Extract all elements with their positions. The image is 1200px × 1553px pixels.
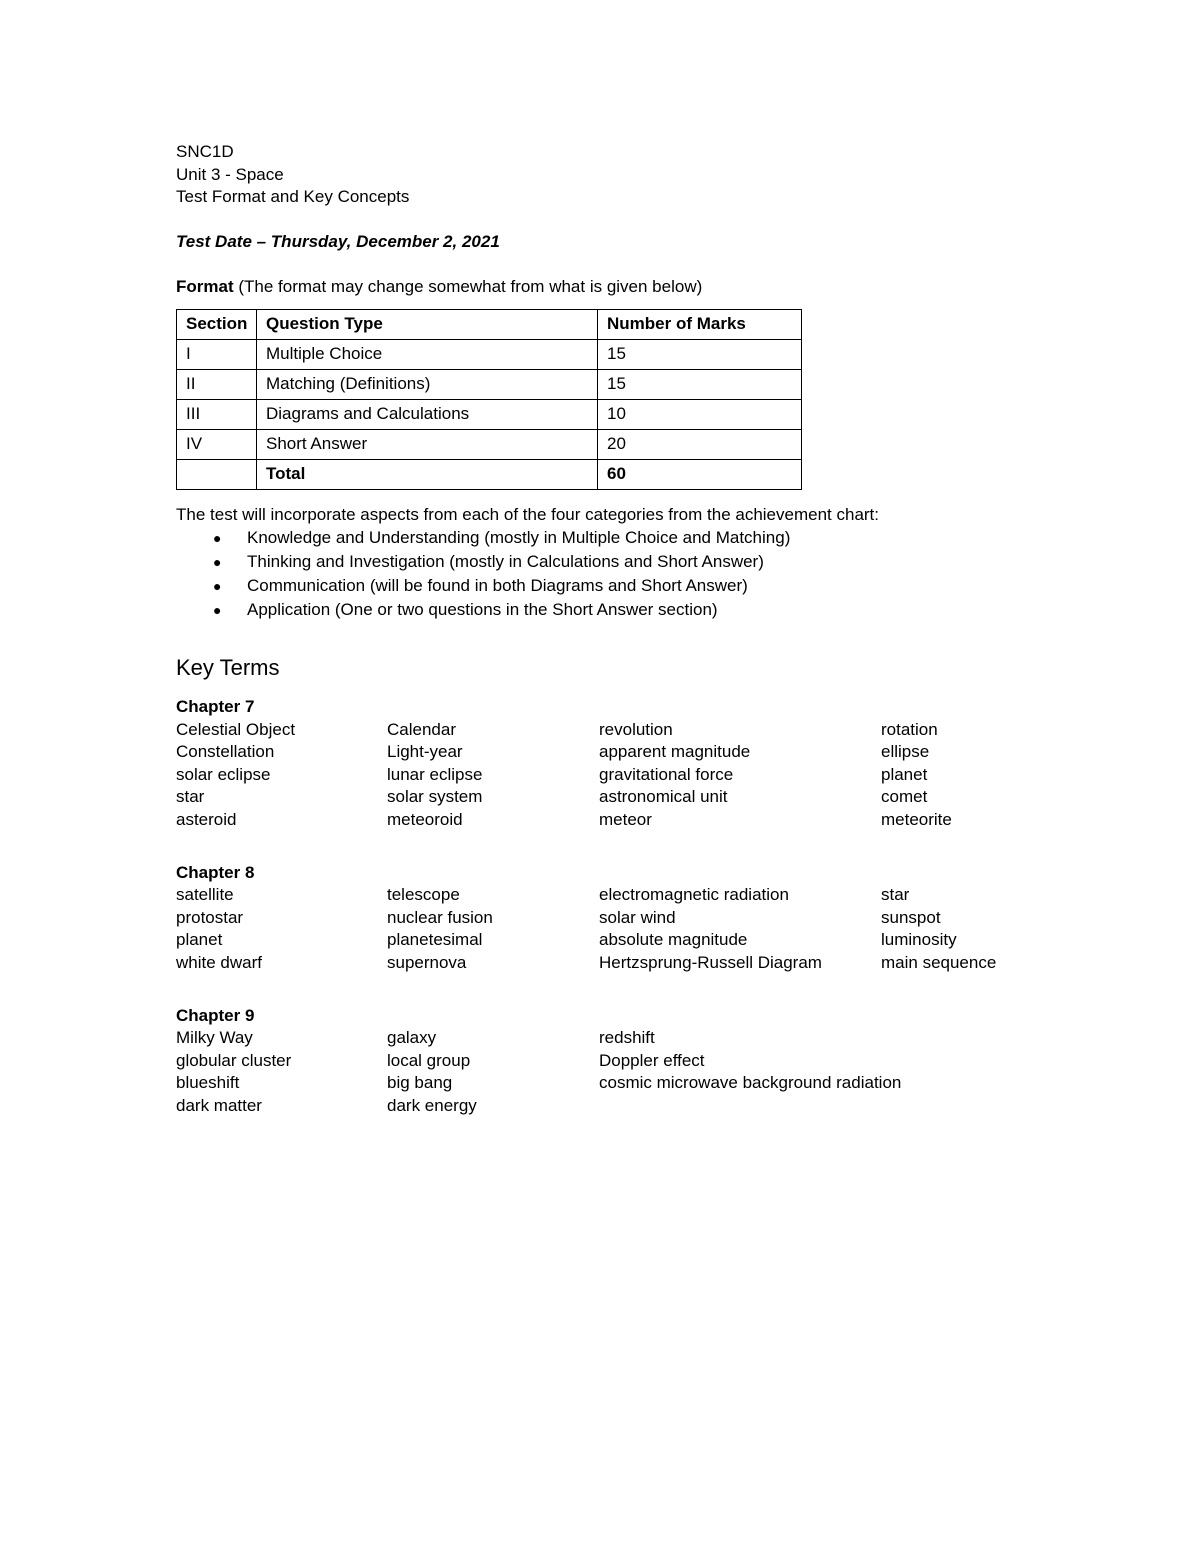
term: comet <box>881 787 928 806</box>
cell-total-label: Total <box>257 459 598 489</box>
cell-question-type: Matching (Definitions) <box>257 369 598 399</box>
term: Doppler effect <box>599 1050 705 1070</box>
cell-marks: 20 <box>598 429 802 459</box>
term: galaxy <box>387 1028 437 1047</box>
term: big bang <box>387 1073 453 1092</box>
term: dark energy <box>387 1095 477 1115</box>
term: main sequence <box>881 952 997 972</box>
term-row <box>176 952 1076 975</box>
cell-marks: 15 <box>598 369 802 399</box>
term: white dwarf <box>176 952 262 972</box>
term: absolute magnitude <box>599 930 748 949</box>
term-row <box>176 1027 1076 1050</box>
document-page <box>176 141 1076 1117</box>
term: Hertzsprung-Russell Diagram <box>599 952 822 972</box>
document-title: Test Format and Key Concepts <box>176 187 410 206</box>
term: luminosity <box>881 930 957 949</box>
list-item <box>176 550 1076 574</box>
bullet-icon: ● <box>213 578 222 594</box>
term: globular cluster <box>176 1050 292 1070</box>
term-row <box>176 741 1076 764</box>
table-row <box>177 429 802 459</box>
table-row <box>177 339 802 369</box>
term: solar eclipse <box>176 764 271 784</box>
term: astronomical unit <box>599 787 728 806</box>
cell-question-type: Multiple Choice <box>257 339 598 369</box>
term: sunspot <box>881 907 941 927</box>
cell-section: III <box>177 399 257 429</box>
chapter-8-terms <box>176 862 1076 975</box>
term: meteorite <box>881 809 952 829</box>
header-number-of-marks: Number of Marks <box>598 309 802 339</box>
term: Light-year <box>387 742 463 761</box>
term: rotation <box>881 719 938 739</box>
term-row <box>176 1072 1076 1095</box>
categories-list <box>176 526 1076 622</box>
format-line <box>176 276 1076 299</box>
term: supernova <box>387 952 467 972</box>
term: satellite <box>176 885 234 904</box>
test-date: Test Date – Thursday, December 2, 2021 <box>176 232 500 251</box>
term-row <box>176 786 1076 809</box>
table-row <box>177 399 802 429</box>
list-item <box>176 526 1076 550</box>
term-row <box>176 719 1076 742</box>
term: Calendar <box>387 719 456 739</box>
chapter-9-terms <box>176 1005 1076 1118</box>
cell-section <box>177 459 257 489</box>
category-text: Application (One or two questions in the Short Answer section) <box>247 600 718 619</box>
term: revolution <box>599 719 673 739</box>
term: ellipse <box>881 742 930 761</box>
chapter-7-terms <box>176 696 1076 831</box>
term: nuclear fusion <box>387 907 493 927</box>
term: planet <box>881 764 928 784</box>
term: planetesimal <box>387 930 483 949</box>
table-header-row <box>177 309 802 339</box>
cell-marks: 10 <box>598 399 802 429</box>
cell-section: I <box>177 339 257 369</box>
term-row <box>176 764 1076 787</box>
bullet-icon: ● <box>213 530 222 546</box>
term: telescope <box>387 885 460 904</box>
bullet-icon: ● <box>213 602 222 618</box>
term: star <box>881 885 910 904</box>
term: solar system <box>387 787 483 806</box>
term-row <box>176 1050 1076 1073</box>
term: protostar <box>176 907 244 927</box>
format-table <box>176 309 802 490</box>
term: planet <box>176 930 223 949</box>
term: dark matter <box>176 1095 262 1115</box>
term: blueshift <box>176 1073 240 1092</box>
term: solar wind <box>599 907 676 927</box>
categories-intro: The test will incorporate aspects from each of the four categories from the achievement chart: <box>176 504 880 524</box>
term: electromagnetic radiation <box>599 885 789 904</box>
category-text: Knowledge and Understanding (mostly in Multiple Choice and Matching) <box>247 528 791 547</box>
format-label: Format <box>176 277 234 296</box>
list-item <box>176 574 1076 598</box>
term: star <box>176 787 205 806</box>
term: lunar eclipse <box>387 764 483 784</box>
term: local group <box>387 1050 471 1070</box>
term-row <box>176 809 1076 832</box>
bullet-icon: ● <box>213 554 222 570</box>
chapter-title: Chapter 7 <box>176 697 255 716</box>
term: meteoroid <box>387 809 463 829</box>
table-total-row <box>177 459 802 489</box>
key-terms-heading: Key Terms <box>176 655 280 680</box>
term: gravitational force <box>599 764 734 784</box>
cell-total-marks: 60 <box>598 459 802 489</box>
cell-question-type: Diagrams and Calculations <box>257 399 598 429</box>
term: redshift <box>599 1028 655 1047</box>
term-row <box>176 929 1076 952</box>
header-question-type: Question Type <box>257 309 598 339</box>
cell-marks: 15 <box>598 339 802 369</box>
term: Constellation <box>176 742 275 761</box>
term: Celestial Object <box>176 719 296 739</box>
table-row <box>177 369 802 399</box>
cell-question-type: Short Answer <box>257 429 598 459</box>
list-item <box>176 598 1076 622</box>
term: Milky Way <box>176 1028 253 1047</box>
chapter-title: Chapter 9 <box>176 1005 255 1025</box>
format-note: (The format may change somewhat from what is given below) <box>233 277 703 296</box>
term: meteor <box>599 809 652 829</box>
category-text: Thinking and Investigation (mostly in Calculations and Short Answer) <box>247 552 764 571</box>
unit-title: Unit 3 - Space <box>176 164 284 184</box>
cell-section: II <box>177 369 257 399</box>
term: apparent magnitude <box>599 742 751 761</box>
term: cosmic microwave background radiation <box>599 1073 902 1092</box>
term-row <box>176 1095 1076 1118</box>
term-row <box>176 884 1076 907</box>
cell-section: IV <box>177 429 257 459</box>
header-section: Section <box>177 309 257 339</box>
category-text: Communication (will be found in both Diagrams and Short Answer) <box>247 576 748 595</box>
term: asteroid <box>176 809 237 829</box>
chapter-title: Chapter 8 <box>176 862 255 882</box>
term-row <box>176 907 1076 930</box>
course-code: SNC1D <box>176 142 234 161</box>
